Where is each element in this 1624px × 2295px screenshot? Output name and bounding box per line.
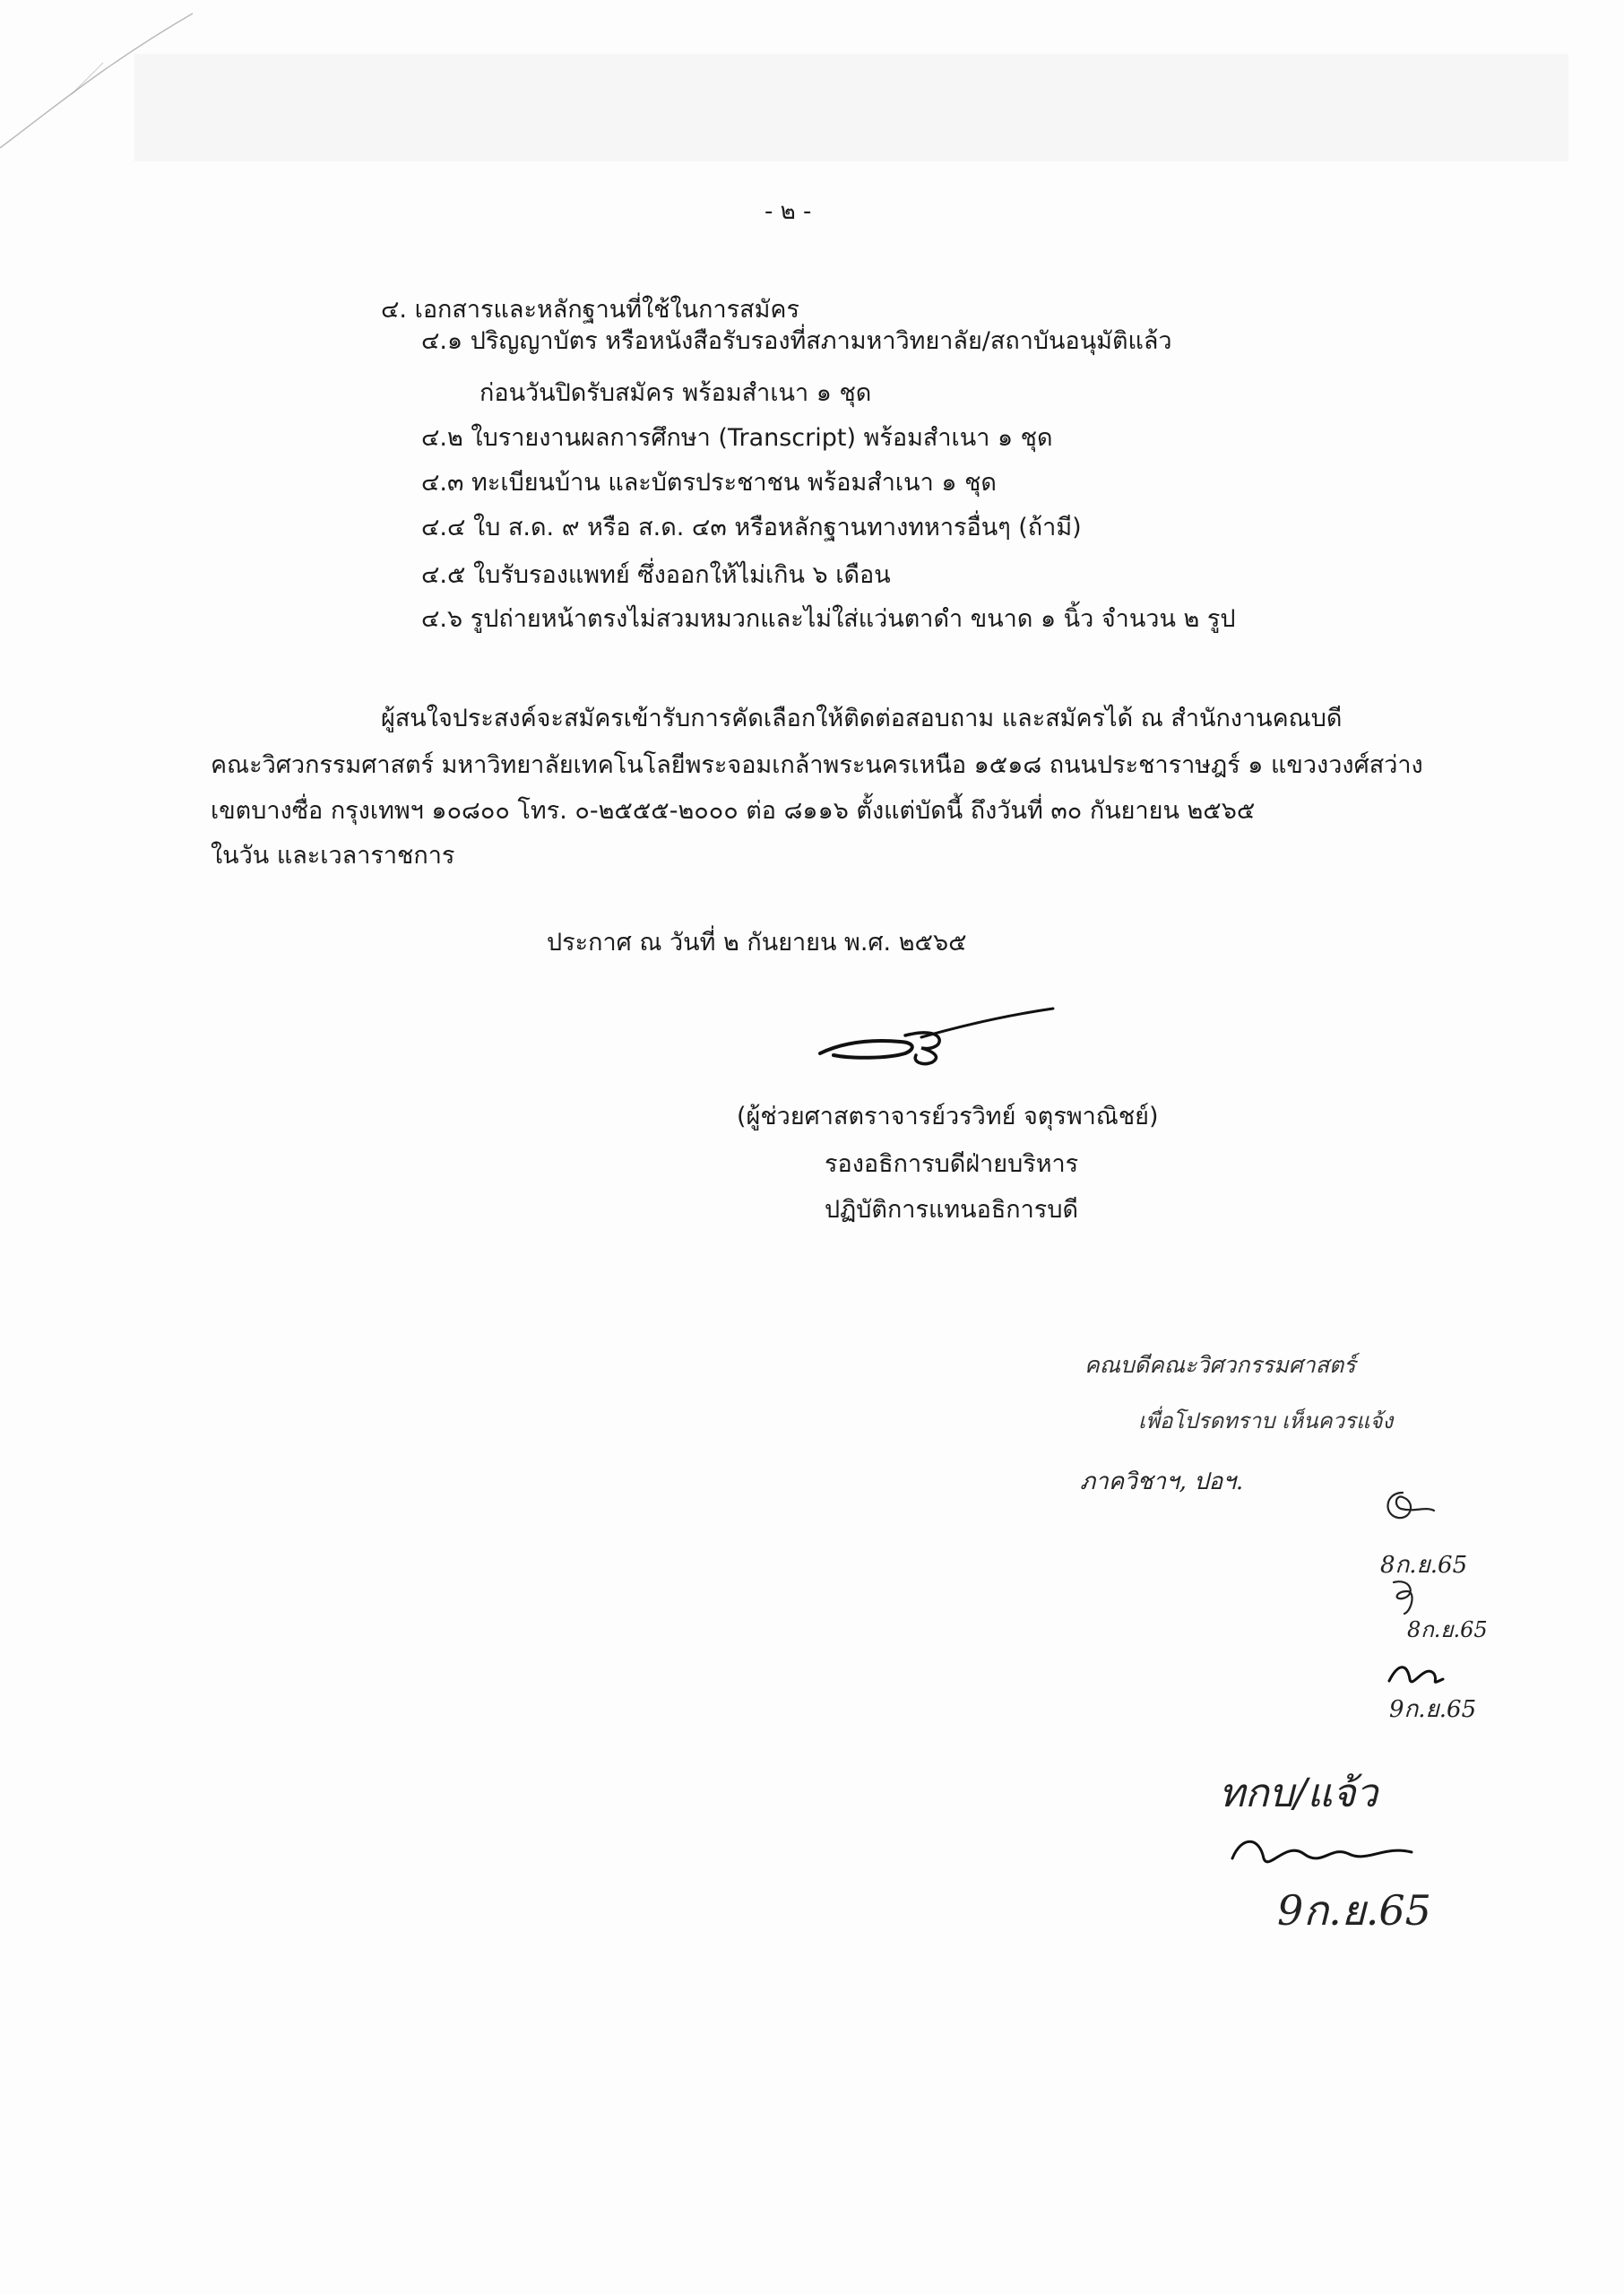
handwritten-initials xyxy=(1376,1484,1438,1529)
handwritten-initials xyxy=(1223,1818,1421,1881)
list-item: ๔.๖ รูปถ่ายหน้าตรงไม่สวมหมวกและไม่ใส่แว่นตาดำ ขนาด ๑ นิ้ว จำนวน ๒ รูป xyxy=(421,605,1236,633)
list-item: ๔.๒ ใบรายงานผลการศึกษา (Transcript) พร้อมสำเนา ๑ ชุด xyxy=(421,424,1053,452)
handwritten-note: ทกบ/แจ้ว xyxy=(1219,1771,1378,1816)
signatory-name: (ผู้ช่วยศาสตราจารย์วรวิทย์ จตุรพาณิชย์) xyxy=(737,1103,1159,1130)
list-item: ๔.๓ ทะเบียนบ้าน และบัตรประชาชน พร้อมสำเนา ๑ ชุด xyxy=(421,469,997,497)
list-item: ๔.๑ ปริญญาบัตร หรือหนังสือรับรองที่สภามหาวิทยาลัย/สถาบันอนุมัติแล้ว xyxy=(421,327,1172,355)
routing-stamp: คณบดีคณะวิศวกรรมศาสตร์ xyxy=(1084,1352,1356,1378)
handwritten-note: ภาควิชาฯ, ปอฯ. xyxy=(1080,1468,1244,1495)
handwritten-date: 8ก.ย.65 xyxy=(1380,1552,1468,1579)
signatory-position: รองอธิการบดีฝ่ายบริหาร xyxy=(825,1150,1079,1178)
contact-paragraph-line: ผู้สนใจประสงค์จะสมัครเข้ารับการคัดเลือกให้ติดต่อสอบถาม และสมัครได้ ณ สำนักงานคณบดี xyxy=(381,705,1343,732)
handwritten-note: เพื่อโปรดทราบ เห็นควรแจ้ง xyxy=(1138,1408,1394,1433)
contact-paragraph-line: ในวัน และเวลาราชการ xyxy=(211,842,455,870)
contact-paragraph-line: คณะวิศวกรรมศาสตร์ มหาวิทยาลัยเทคโนโลยีพระจอมเกล้าพระนครเหนือ ๑๕๑๘ ถนนประชาราษฎร์ ๑ แขวงวงศ์สว่าง xyxy=(211,751,1423,779)
contact-paragraph-line: เขตบางซื่อ กรุงเทพฯ ๑๐๘๐๐ โทร. ๐-๒๕๕๕-๒๐๐๐ ต่อ ๘๑๑๖ ตั้งแต่บัดนี้ ถึงวันที่ ๓๐ กันยายน ๒๕๖๕ xyxy=(211,797,1256,825)
signatory-acting-position: ปฏิบัติการแทนอธิการบดี xyxy=(825,1196,1078,1224)
announcement-date: ประกาศ ณ วันที่ ๒ กันยายน พ.ศ. ๒๕๖๕ xyxy=(547,929,967,957)
list-item: ๔.๔ ใบ ส.ด. ๙ หรือ ส.ด. ๔๓ หรือหลักฐานทางทหารอื่นๆ (ถ้ามี) xyxy=(421,514,1082,541)
section-heading: ๔. เอกสารและหลักฐานที่ใช้ในการสมัคร xyxy=(381,296,799,324)
handwritten-initials xyxy=(1385,1573,1438,1616)
handwritten-date: 8ก.ย.65 xyxy=(1407,1617,1488,1642)
page-number: - ๒ - xyxy=(764,198,812,225)
handwritten-initials xyxy=(1385,1654,1447,1694)
list-item: ๔.๕ ใบรับรองแพทย์ ซึ่งออกให้ไม่เกิน ๖ เดือน xyxy=(421,561,891,589)
handwritten-date: 9ก.ย.65 xyxy=(1277,1886,1431,1935)
list-item-continuation: ก่อนวันปิดรับสมัคร พร้อมสำเนา ๑ ชุด xyxy=(479,379,872,407)
signature xyxy=(816,1000,1058,1071)
scan-smudge xyxy=(134,54,1568,161)
handwritten-date: 9ก.ย.65 xyxy=(1389,1696,1477,1723)
